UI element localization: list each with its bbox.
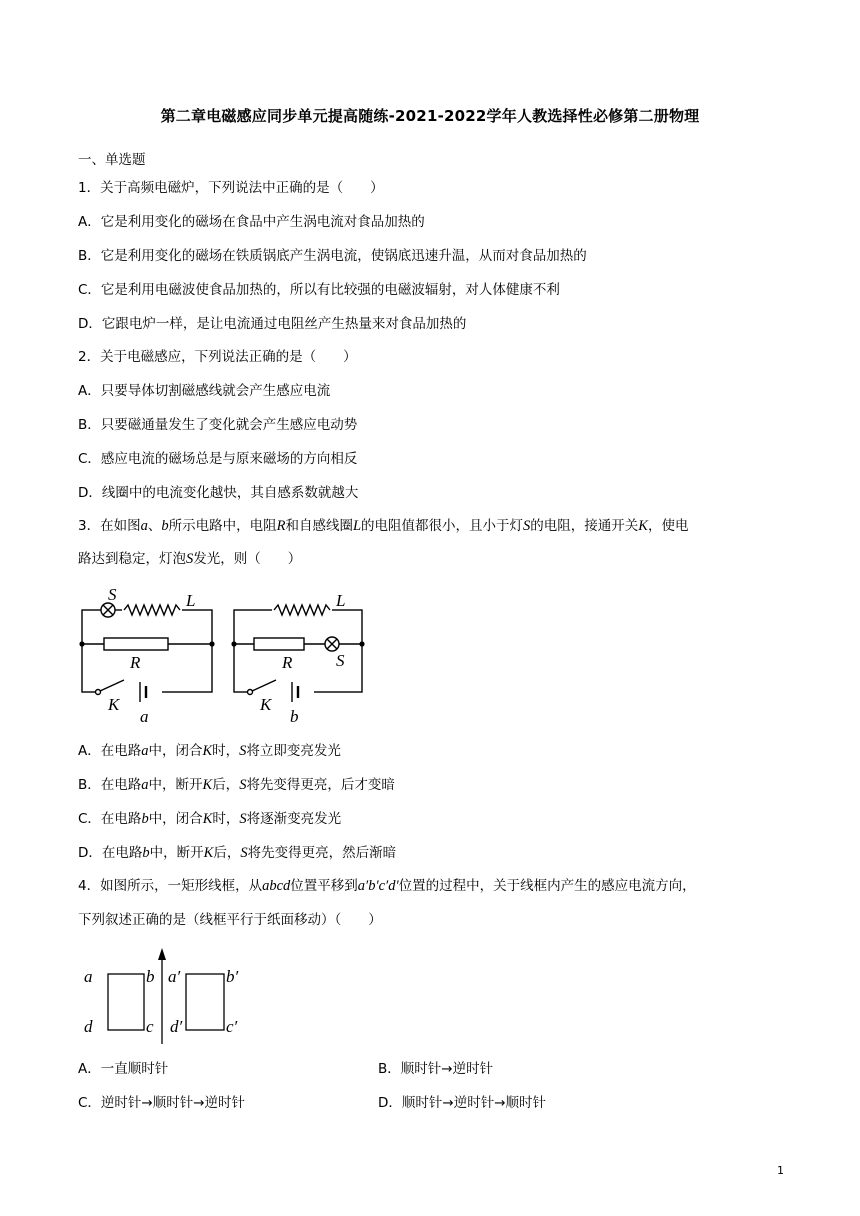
frame-label-a-prime: a′ xyxy=(168,967,181,986)
q3-stem-line2: 路达到稳定，灯泡S发光，则（ ） xyxy=(78,551,302,567)
q2-option-c: C．感应电流的磁场总是与原来磁场的方向相反 xyxy=(78,451,358,467)
q4-option-c: C．逆时针→顺时针→逆时针 xyxy=(78,1095,246,1111)
circuit-b-caption: b xyxy=(290,707,299,726)
circuit-b-label-r: R xyxy=(282,653,293,672)
q3-circuit-figure xyxy=(74,586,374,726)
frame-label-d: d xyxy=(84,1017,93,1036)
q3-option-a: A．在电路a中，闭合K时，S将立即变亮发光 xyxy=(78,743,341,759)
circuit-a-label-l: L xyxy=(186,591,196,610)
circuit-b-label-l: L xyxy=(336,591,346,610)
circuit-a-caption: a xyxy=(140,707,149,726)
q4-option-b: B．顺时针→逆时针 xyxy=(378,1061,494,1077)
page-number: 1 xyxy=(777,1164,784,1177)
q2-stem: 2．关于电磁感应，下列说法正确的是（ ） xyxy=(78,349,357,365)
q1-option-d: D．它跟电炉一样，是让电流通过电阻丝产生热量来对食品加热的 xyxy=(78,316,467,332)
circuit-a-label-s: S xyxy=(108,586,117,604)
q3-option-c: C．在电路b中，闭合K时，S将逐渐变亮发光 xyxy=(78,811,342,827)
q1-option-a: A．它是利用变化的磁场在食品中产生涡电流对食品加热的 xyxy=(78,214,425,230)
circuit-a-label-k: K xyxy=(108,695,120,714)
circuit-b-label-k: K xyxy=(260,695,272,714)
frame-label-b: b xyxy=(146,967,155,986)
frame-label-c: c xyxy=(146,1017,154,1036)
circuit-b-label-s: S xyxy=(336,651,345,670)
frame-label-b-prime: b′ xyxy=(226,967,239,986)
q1-stem: 1．关于高频电磁炉，下列说法中正确的是（ ） xyxy=(78,180,384,196)
frame-label-a: a xyxy=(84,967,93,986)
frame-label-c-prime: c′ xyxy=(226,1017,238,1036)
q3-option-d: D．在电路b中，断开K后，S将先变得更亮，然后渐暗 xyxy=(78,845,397,861)
q4-stem-line2: 下列叙述正确的是（线框平行于纸面移动）（ ） xyxy=(78,912,382,928)
q1-option-c: C．它是利用电磁波使食品加热的，所以有比较强的电磁波辐射，对人体健康不利 xyxy=(78,282,560,298)
q2-option-d: D．线圈中的电流变化越快，其自感系数就越大 xyxy=(78,485,359,501)
q1-option-b: B．它是利用变化的磁场在铁质锅底产生涡电流，使锅底迅速升温，从而对食品加热的 xyxy=(78,248,587,264)
q3-option-b: B．在电路a中，断开K后，S将先变得更亮，后才变暗 xyxy=(78,777,395,793)
q2-option-b: B．只要磁通量发生了变化就会产生感应电动势 xyxy=(78,417,358,433)
section-heading: 一、单选题 xyxy=(78,152,146,168)
q4-option-a: A．一直顺时针 xyxy=(78,1061,169,1077)
q3-stem-line1: 3．在如图a、b所示电路中，电阻R和自感线圈L的电阻值都很小，且小于灯S的电阻，接通开关K，使电 xyxy=(78,518,689,534)
q4-frame-figure xyxy=(80,946,260,1046)
frame-label-d-prime: d′ xyxy=(170,1017,183,1036)
q4-stem-line1: 4．如图所示，一矩形线框，从abcd位置平移到a′b′c′d′位置的过程中，关于线框内产生的感应电流方向， xyxy=(78,878,696,894)
circuit-a-label-r: R xyxy=(130,653,141,672)
q2-option-a: A．只要导体切割磁感线就会产生感应电流 xyxy=(78,383,331,399)
q4-option-d: D．顺时针→逆时针→顺时针 xyxy=(378,1095,547,1111)
document-title: 第二章电磁感应同步单元提高随练-2021-2022学年人教选择性必修第二册物理 xyxy=(160,107,700,125)
